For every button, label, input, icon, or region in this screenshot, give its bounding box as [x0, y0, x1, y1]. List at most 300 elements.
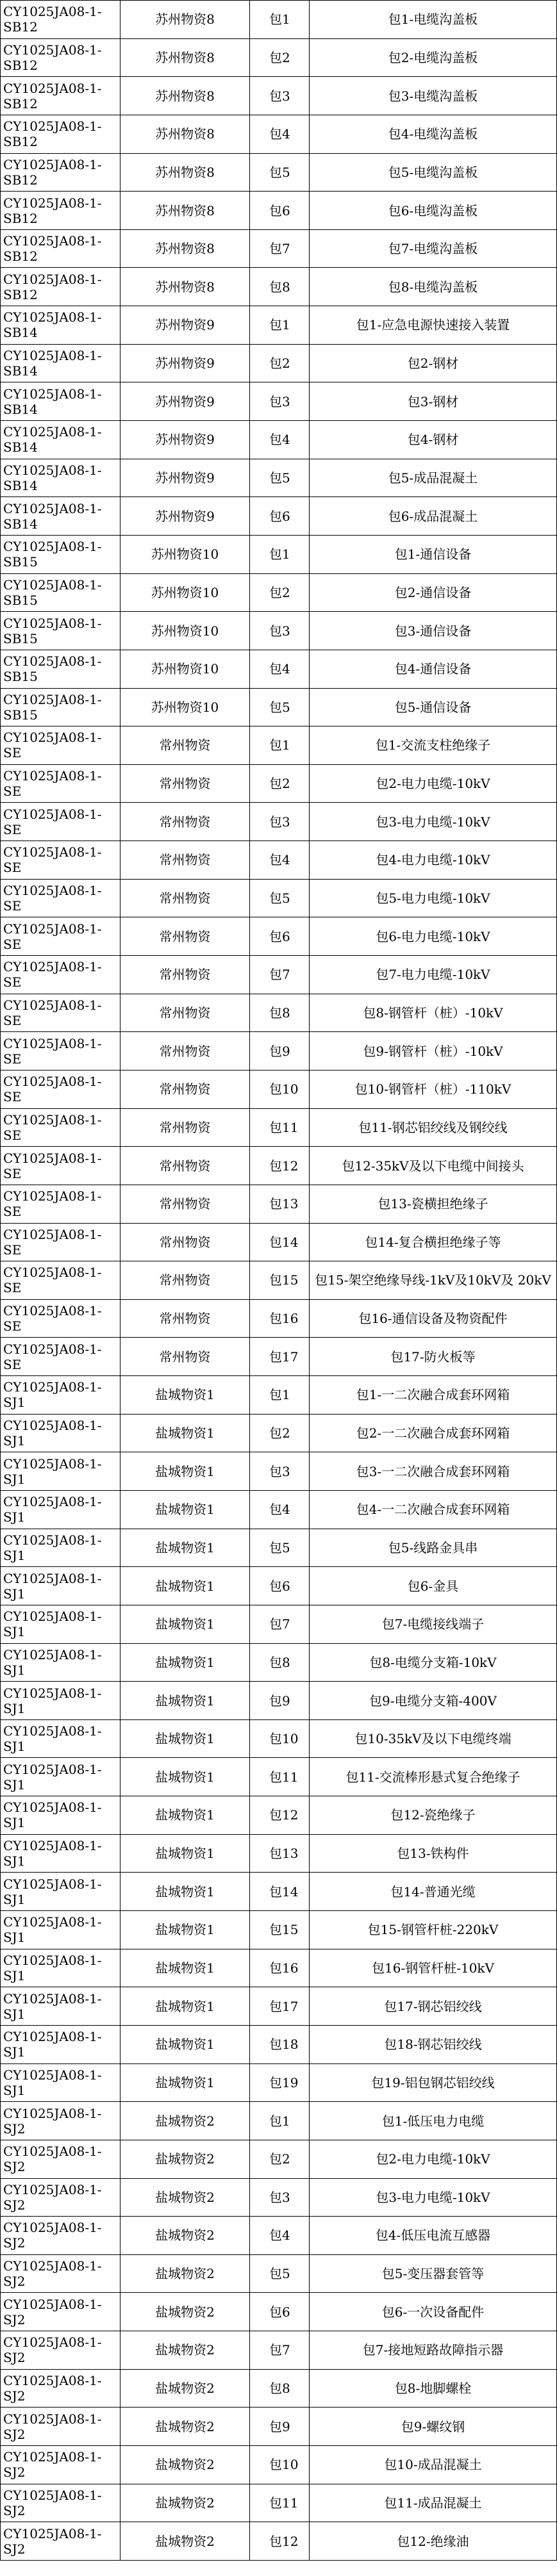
package-number-cell: 包14	[250, 1873, 310, 1911]
table-row	[1, 879, 557, 917]
package-name-cell: 包6-成品混凝土	[310, 497, 557, 536]
package-number-cell: 包16	[250, 1949, 310, 1987]
table-row	[1, 1185, 557, 1223]
project-code-cell: CY1025JA08-1- SJ2	[1, 2369, 121, 2408]
table-row	[1, 497, 557, 536]
supplier-cell: 盐城物资1	[121, 1567, 250, 1605]
supplier-cell: 盐城物资1	[121, 1719, 250, 1758]
table-row	[1, 421, 557, 459]
table-row	[1, 1605, 557, 1643]
package-number-cell: 包2	[250, 1414, 310, 1452]
supplier-cell: 苏州物资10	[121, 612, 250, 650]
supplier-cell: 盐城物资1	[121, 1796, 250, 1835]
table-row	[1, 306, 557, 345]
package-number-cell: 包5	[250, 2254, 310, 2293]
project-code-cell: CY1025JA08-1- SJ1	[1, 1719, 121, 1758]
package-name-cell: 包1-低压电力电缆	[310, 2102, 557, 2140]
table-row	[1, 38, 557, 77]
package-name-cell: 包11-交流棒形悬式复合绝缘子	[310, 1758, 557, 1796]
table-row	[1, 764, 557, 803]
package-number-cell: 包11	[250, 2484, 310, 2522]
project-code-cell: CY1025JA08-1- SJ1	[1, 1529, 121, 1567]
table-row	[1, 1, 557, 39]
project-code-cell: CY1025JA08-1- SE	[1, 1070, 121, 1108]
table-row	[1, 1490, 557, 1529]
supplier-cell: 苏州物资8	[121, 115, 250, 153]
package-number-cell: 包8	[250, 1643, 310, 1682]
supplier-cell: 盐城物资2	[121, 2484, 250, 2522]
project-code-cell: CY1025JA08-1- SE	[1, 994, 121, 1032]
project-code-cell: CY1025JA08-1- SB12	[1, 38, 121, 77]
table-row	[1, 2484, 557, 2522]
project-code-cell: CY1025JA08-1- SJ1	[1, 1796, 121, 1835]
table-row	[1, 1873, 557, 1911]
package-name-cell: 包3-钢材	[310, 382, 557, 421]
project-code-cell: CY1025JA08-1- SJ2	[1, 2178, 121, 2217]
package-name-cell: 包12-瓷绝缘子	[310, 1796, 557, 1835]
package-name-cell: 包12-35kV及以下电缆中间接头	[310, 1147, 557, 1185]
table-row	[1, 2254, 557, 2293]
supplier-cell: 盐城物资2	[121, 2140, 250, 2178]
project-code-cell: CY1025JA08-1- SE	[1, 1223, 121, 1261]
package-name-cell: 包5-成品混凝土	[310, 459, 557, 497]
project-code-cell: CY1025JA08-1- SE	[1, 1261, 121, 1300]
package-number-cell: 包3	[250, 382, 310, 421]
supplier-cell: 盐城物资2	[121, 2178, 250, 2217]
project-code-cell: CY1025JA08-1- SJ1	[1, 1452, 121, 1491]
package-number-cell: 包5	[250, 879, 310, 917]
package-number-cell: 包5	[250, 1529, 310, 1567]
project-code-cell: CY1025JA08-1- SB15	[1, 535, 121, 573]
project-code-cell: CY1025JA08-1- SB12	[1, 229, 121, 268]
package-number-cell: 包8	[250, 2369, 310, 2408]
table-row	[1, 1261, 557, 1300]
table-row	[1, 1567, 557, 1605]
package-name-cell: 包5-变压器套管等	[310, 2254, 557, 2293]
table-row	[1, 2217, 557, 2255]
project-code-cell: CY1025JA08-1- SE	[1, 1299, 121, 1338]
table-row	[1, 726, 557, 765]
package-name-cell: 包8-电缆沟盖板	[310, 268, 557, 306]
package-name-cell: 包17-防火板等	[310, 1338, 557, 1376]
package-number-cell: 包18	[250, 2025, 310, 2063]
table-row	[1, 2140, 557, 2178]
project-code-cell: CY1025JA08-1- SJ2	[1, 2408, 121, 2446]
project-code-cell: CY1025JA08-1- SE	[1, 1185, 121, 1223]
package-name-cell: 包1-电缆沟盖板	[310, 1, 557, 39]
package-name-cell: 包6-金具	[310, 1567, 557, 1605]
project-code-cell: CY1025JA08-1- SB15	[1, 650, 121, 688]
package-name-cell: 包3-通信设备	[310, 612, 557, 650]
supplier-cell: 苏州物资8	[121, 1, 250, 39]
table-row	[1, 115, 557, 153]
project-code-cell: CY1025JA08-1- SJ2	[1, 2446, 121, 2484]
supplier-cell: 常州物资	[121, 841, 250, 880]
package-number-cell: 包2	[250, 38, 310, 77]
package-number-cell: 包17	[250, 1338, 310, 1376]
table-row	[1, 1032, 557, 1071]
package-name-cell: 包4-通信设备	[310, 650, 557, 688]
table-row	[1, 1682, 557, 1720]
project-code-cell: CY1025JA08-1- SB15	[1, 612, 121, 650]
project-code-cell: CY1025JA08-1- SB12	[1, 77, 121, 115]
table-row	[1, 650, 557, 688]
package-name-cell: 包10-成品混凝土	[310, 2446, 557, 2484]
table-row	[1, 77, 557, 115]
package-number-cell: 包1	[250, 1, 310, 39]
table-row	[1, 2293, 557, 2331]
package-name-cell: 包7-电缆沟盖板	[310, 229, 557, 268]
table-row	[1, 344, 557, 382]
supplier-cell: 常州物资	[121, 803, 250, 841]
supplier-cell: 苏州物资9	[121, 344, 250, 382]
package-name-cell: 包5-线路金具串	[310, 1529, 557, 1567]
project-code-cell: CY1025JA08-1- SB14	[1, 421, 121, 459]
package-name-cell: 包2-钢材	[310, 344, 557, 382]
project-code-cell: CY1025JA08-1- SJ1	[1, 1873, 121, 1911]
package-table-body	[1, 1, 557, 2561]
package-number-cell: 包6	[250, 192, 310, 230]
supplier-cell: 盐城物资1	[121, 1758, 250, 1796]
supplier-cell: 苏州物资9	[121, 459, 250, 497]
package-number-cell: 包15	[250, 1911, 310, 1949]
project-code-cell: CY1025JA08-1- SJ1	[1, 1758, 121, 1796]
project-code-cell: CY1025JA08-1- SB14	[1, 382, 121, 421]
supplier-cell: 常州物资	[121, 1223, 250, 1261]
project-code-cell: CY1025JA08-1- SJ1	[1, 1949, 121, 1987]
table-row	[1, 2408, 557, 2446]
supplier-cell: 苏州物资10	[121, 535, 250, 573]
table-row	[1, 1223, 557, 1261]
package-number-cell: 包7	[250, 229, 310, 268]
supplier-cell: 苏州物资9	[121, 382, 250, 421]
project-code-cell: CY1025JA08-1- SJ2	[1, 2522, 121, 2561]
package-number-cell: 包6	[250, 917, 310, 956]
supplier-cell: 盐城物资1	[121, 1873, 250, 1911]
package-name-cell: 包13-铁构件	[310, 1834, 557, 1873]
supplier-cell: 盐城物资2	[121, 2254, 250, 2293]
project-code-cell: CY1025JA08-1- SJ1	[1, 1605, 121, 1643]
project-code-cell: CY1025JA08-1- SB14	[1, 497, 121, 536]
supplier-cell: 苏州物资10	[121, 573, 250, 612]
package-name-cell: 包2-电力电缆-10kV	[310, 764, 557, 803]
table-row	[1, 192, 557, 230]
project-code-cell: CY1025JA08-1- SE	[1, 1147, 121, 1185]
project-code-cell: CY1025JA08-1- SE	[1, 764, 121, 803]
package-name-cell: 包16-钢管杆桩-10kV	[310, 1949, 557, 1987]
package-number-cell: 包17	[250, 1987, 310, 2026]
project-code-cell: CY1025JA08-1- SB12	[1, 268, 121, 306]
project-code-cell: CY1025JA08-1- SJ1	[1, 1643, 121, 1682]
supplier-cell: 盐城物资1	[121, 1414, 250, 1452]
package-name-cell: 包4-电力电缆-10kV	[310, 841, 557, 880]
project-code-cell: CY1025JA08-1- SJ1	[1, 1567, 121, 1605]
package-number-cell: 包9	[250, 1032, 310, 1071]
package-name-cell: 包8-地脚螺栓	[310, 2369, 557, 2408]
package-number-cell: 包12	[250, 2522, 310, 2561]
table-row	[1, 1719, 557, 1758]
project-code-cell: CY1025JA08-1- SJ1	[1, 2063, 121, 2102]
project-code-cell: CY1025JA08-1- SE	[1, 726, 121, 765]
package-name-cell: 包6-电力电缆-10kV	[310, 917, 557, 956]
supplier-cell: 盐城物资2	[121, 2217, 250, 2255]
project-code-cell: CY1025JA08-1- SJ2	[1, 2254, 121, 2293]
project-code-cell: CY1025JA08-1- SE	[1, 841, 121, 880]
package-name-cell: 包2-电力电缆-10kV	[310, 2140, 557, 2178]
supplier-cell: 盐城物资1	[121, 1911, 250, 1949]
package-name-cell: 包8-电缆分支箱-10kV	[310, 1643, 557, 1682]
package-number-cell: 包6	[250, 1567, 310, 1605]
supplier-cell: 常州物资	[121, 1147, 250, 1185]
package-number-cell: 包5	[250, 153, 310, 192]
table-row	[1, 1987, 557, 2026]
project-code-cell: CY1025JA08-1- SJ1	[1, 2025, 121, 2063]
package-name-cell: 包16-通信设备及物资配件	[310, 1299, 557, 1338]
supplier-cell: 盐城物资2	[121, 2522, 250, 2561]
package-number-cell: 包6	[250, 497, 310, 536]
package-number-cell: 包1	[250, 306, 310, 345]
package-number-cell: 包2	[250, 764, 310, 803]
table-row	[1, 1758, 557, 1796]
project-code-cell: CY1025JA08-1- SE	[1, 1032, 121, 1071]
package-number-cell: 包7	[250, 1605, 310, 1643]
table-row	[1, 994, 557, 1032]
package-number-cell: 包3	[250, 1452, 310, 1491]
package-name-cell: 包7-电缆接线端子	[310, 1605, 557, 1643]
supplier-cell: 苏州物资8	[121, 268, 250, 306]
package-number-cell: 包5	[250, 459, 310, 497]
package-name-cell: 包1-交流支柱绝缘子	[310, 726, 557, 765]
package-number-cell: 包1	[250, 726, 310, 765]
table-row	[1, 2025, 557, 2063]
package-name-cell: 包5-通信设备	[310, 688, 557, 726]
supplier-cell: 盐城物资2	[121, 2293, 250, 2331]
package-number-cell: 包9	[250, 1682, 310, 1720]
package-number-cell: 包14	[250, 1223, 310, 1261]
supplier-cell: 常州物资	[121, 1032, 250, 1071]
package-number-cell: 包3	[250, 803, 310, 841]
supplier-cell: 盐城物资2	[121, 2446, 250, 2484]
project-code-cell: CY1025JA08-1- SE	[1, 1338, 121, 1376]
package-name-cell: 包15-钢管杆桩-220kV	[310, 1911, 557, 1949]
project-code-cell: CY1025JA08-1- SJ1	[1, 1490, 121, 1529]
table-row	[1, 612, 557, 650]
package-number-cell: 包6	[250, 2293, 310, 2331]
supplier-cell: 常州物资	[121, 1185, 250, 1223]
package-name-cell: 包14-复合横担绝缘子等	[310, 1223, 557, 1261]
package-number-cell: 包8	[250, 994, 310, 1032]
supplier-cell: 苏州物资8	[121, 192, 250, 230]
package-name-cell: 包6-电缆沟盖板	[310, 192, 557, 230]
table-row	[1, 956, 557, 994]
supplier-cell: 盐城物资1	[121, 1529, 250, 1567]
package-number-cell: 包15	[250, 1261, 310, 1300]
supplier-cell: 盐城物资1	[121, 2025, 250, 2063]
package-number-cell: 包4	[250, 1490, 310, 1529]
project-code-cell: CY1025JA08-1- SE	[1, 879, 121, 917]
supplier-cell: 盐城物资1	[121, 1987, 250, 2026]
package-name-cell: 包7-电力电缆-10kV	[310, 956, 557, 994]
table-row	[1, 2102, 557, 2140]
project-code-cell: CY1025JA08-1- SJ1	[1, 1911, 121, 1949]
package-name-cell: 包12-绝缘油	[310, 2522, 557, 2561]
package-name-cell: 包15-架空绝缘导线-1kV及10kV及 20kV	[310, 1261, 557, 1300]
supplier-cell: 常州物资	[121, 956, 250, 994]
project-code-cell: CY1025JA08-1- SJ2	[1, 2140, 121, 2178]
package-number-cell: 包3	[250, 77, 310, 115]
project-code-cell: CY1025JA08-1- SB12	[1, 192, 121, 230]
table-row	[1, 1147, 557, 1185]
package-name-cell: 包2-一二次融合成套环网箱	[310, 1414, 557, 1452]
table-row	[1, 459, 557, 497]
package-name-cell: 包18-钢芯铝绞线	[310, 2025, 557, 2063]
supplier-cell: 常州物资	[121, 1108, 250, 1147]
supplier-cell: 盐城物资1	[121, 1682, 250, 1720]
package-number-cell: 包2	[250, 573, 310, 612]
project-code-cell: CY1025JA08-1- SB12	[1, 1, 121, 39]
supplier-cell: 苏州物资8	[121, 229, 250, 268]
table-row	[1, 1070, 557, 1108]
package-number-cell: 包13	[250, 1185, 310, 1223]
table-row	[1, 1376, 557, 1415]
supplier-cell: 常州物资	[121, 1070, 250, 1108]
table-row	[1, 1796, 557, 1835]
package-number-cell: 包2	[250, 2140, 310, 2178]
package-name-cell: 包7-接地短路故障指示器	[310, 2331, 557, 2370]
project-code-cell: CY1025JA08-1- SB12	[1, 115, 121, 153]
package-number-cell: 包12	[250, 1796, 310, 1835]
table-row	[1, 2331, 557, 2370]
table-row	[1, 1949, 557, 1987]
package-name-cell: 包9-电缆分支箱-400V	[310, 1682, 557, 1720]
package-number-cell: 包16	[250, 1299, 310, 1338]
supplier-cell: 盐城物资1	[121, 1490, 250, 1529]
supplier-cell: 盐城物资1	[121, 1949, 250, 1987]
supplier-cell: 常州物资	[121, 764, 250, 803]
table-row	[1, 1414, 557, 1452]
supplier-cell: 盐城物资1	[121, 2063, 250, 2102]
package-name-cell: 包9-螺纹钢	[310, 2408, 557, 2446]
package-name-cell: 包10-35kV及以下电缆终端	[310, 1719, 557, 1758]
package-number-cell: 包4	[250, 421, 310, 459]
package-name-cell: 包14-普通光缆	[310, 1873, 557, 1911]
supplier-cell: 盐城物资2	[121, 2331, 250, 2370]
package-name-cell: 包5-电缆沟盖板	[310, 153, 557, 192]
supplier-cell: 常州物资	[121, 994, 250, 1032]
table-row	[1, 268, 557, 306]
package-number-cell: 包1	[250, 2102, 310, 2140]
package-name-cell: 包1-应急电源快速接入装置	[310, 306, 557, 345]
package-number-cell: 包5	[250, 688, 310, 726]
supplier-cell: 苏州物资8	[121, 38, 250, 77]
table-row	[1, 382, 557, 421]
table-row	[1, 573, 557, 612]
table-row	[1, 1643, 557, 1682]
table-row	[1, 688, 557, 726]
project-code-cell: CY1025JA08-1- SE	[1, 956, 121, 994]
project-code-cell: CY1025JA08-1- SJ1	[1, 1834, 121, 1873]
supplier-cell: 常州物资	[121, 1299, 250, 1338]
table-row	[1, 153, 557, 192]
package-name-cell: 包11-成品混凝土	[310, 2484, 557, 2522]
project-code-cell: CY1025JA08-1- SB15	[1, 688, 121, 726]
package-name-cell: 包4-一二次融合成套环网箱	[310, 1490, 557, 1529]
package-name-cell: 包19-铝包钢芯铝绞线	[310, 2063, 557, 2102]
table-row	[1, 917, 557, 956]
supplier-cell: 苏州物资8	[121, 153, 250, 192]
package-name-cell: 包2-通信设备	[310, 573, 557, 612]
supplier-cell: 盐城物资1	[121, 1605, 250, 1643]
supplier-cell: 常州物资	[121, 1261, 250, 1300]
package-name-cell: 包3-电力电缆-10kV	[310, 803, 557, 841]
supplier-cell: 苏州物资9	[121, 497, 250, 536]
package-name-cell: 包4-电缆沟盖板	[310, 115, 557, 153]
package-number-cell: 包4	[250, 115, 310, 153]
package-name-cell: 包10-钢管杆（桩）-110kV	[310, 1070, 557, 1108]
package-number-cell: 包11	[250, 1108, 310, 1147]
table-row	[1, 1108, 557, 1147]
package-name-cell: 包1-一二次融合成套环网箱	[310, 1376, 557, 1415]
package-name-cell: 包6-一次设备配件	[310, 2293, 557, 2331]
package-name-cell: 包3-电力电缆-10kV	[310, 2178, 557, 2217]
project-code-cell: CY1025JA08-1- SJ2	[1, 2102, 121, 2140]
package-name-cell: 包3-一二次融合成套环网箱	[310, 1452, 557, 1491]
table-row	[1, 1834, 557, 1873]
table-row	[1, 2369, 557, 2408]
project-code-cell: CY1025JA08-1- SJ1	[1, 1682, 121, 1720]
package-number-cell: 包7	[250, 2331, 310, 2370]
supplier-cell: 常州物资	[121, 917, 250, 956]
project-code-cell: CY1025JA08-1- SJ2	[1, 2331, 121, 2370]
table-row	[1, 1452, 557, 1491]
package-number-cell: 包4	[250, 2217, 310, 2255]
supplier-cell: 盐城物资1	[121, 1376, 250, 1415]
supplier-cell: 苏州物资10	[121, 688, 250, 726]
package-number-cell: 包3	[250, 612, 310, 650]
project-code-cell: CY1025JA08-1- SB15	[1, 573, 121, 612]
project-code-cell: CY1025JA08-1- SJ2	[1, 2293, 121, 2331]
package-number-cell: 包1	[250, 535, 310, 573]
package-number-cell: 包19	[250, 2063, 310, 2102]
project-code-cell: CY1025JA08-1- SJ1	[1, 1414, 121, 1452]
supplier-cell: 盐城物资2	[121, 2408, 250, 2446]
package-number-cell: 包10	[250, 2446, 310, 2484]
package-number-cell: 包1	[250, 1376, 310, 1415]
package-name-cell: 包17-钢芯铝绞线	[310, 1987, 557, 2026]
package-number-cell: 包11	[250, 1758, 310, 1796]
supplier-cell: 苏州物资8	[121, 77, 250, 115]
package-number-cell: 包3	[250, 2178, 310, 2217]
package-number-cell: 包10	[250, 1070, 310, 1108]
supplier-cell: 常州物资	[121, 879, 250, 917]
project-code-cell: CY1025JA08-1- SB14	[1, 344, 121, 382]
package-number-cell: 包7	[250, 956, 310, 994]
project-code-cell: CY1025JA08-1- SE	[1, 1108, 121, 1147]
package-name-cell: 包11-钢芯铝绞线及钢绞线	[310, 1108, 557, 1147]
table-row	[1, 1299, 557, 1338]
table-row	[1, 2522, 557, 2561]
supplier-cell: 盐城物资1	[121, 1643, 250, 1682]
supplier-cell: 盐城物资1	[121, 1834, 250, 1873]
supplier-cell: 苏州物资9	[121, 306, 250, 345]
project-code-cell: CY1025JA08-1- SB14	[1, 459, 121, 497]
package-number-cell: 包8	[250, 268, 310, 306]
table-row	[1, 2178, 557, 2217]
project-code-cell: CY1025JA08-1- SJ2	[1, 2217, 121, 2255]
package-name-cell: 包9-钢管杆（桩）-10kV	[310, 1032, 557, 1071]
package-name-cell: 包13-瓷横担绝缘子	[310, 1185, 557, 1223]
project-code-cell: CY1025JA08-1- SJ2	[1, 2484, 121, 2522]
